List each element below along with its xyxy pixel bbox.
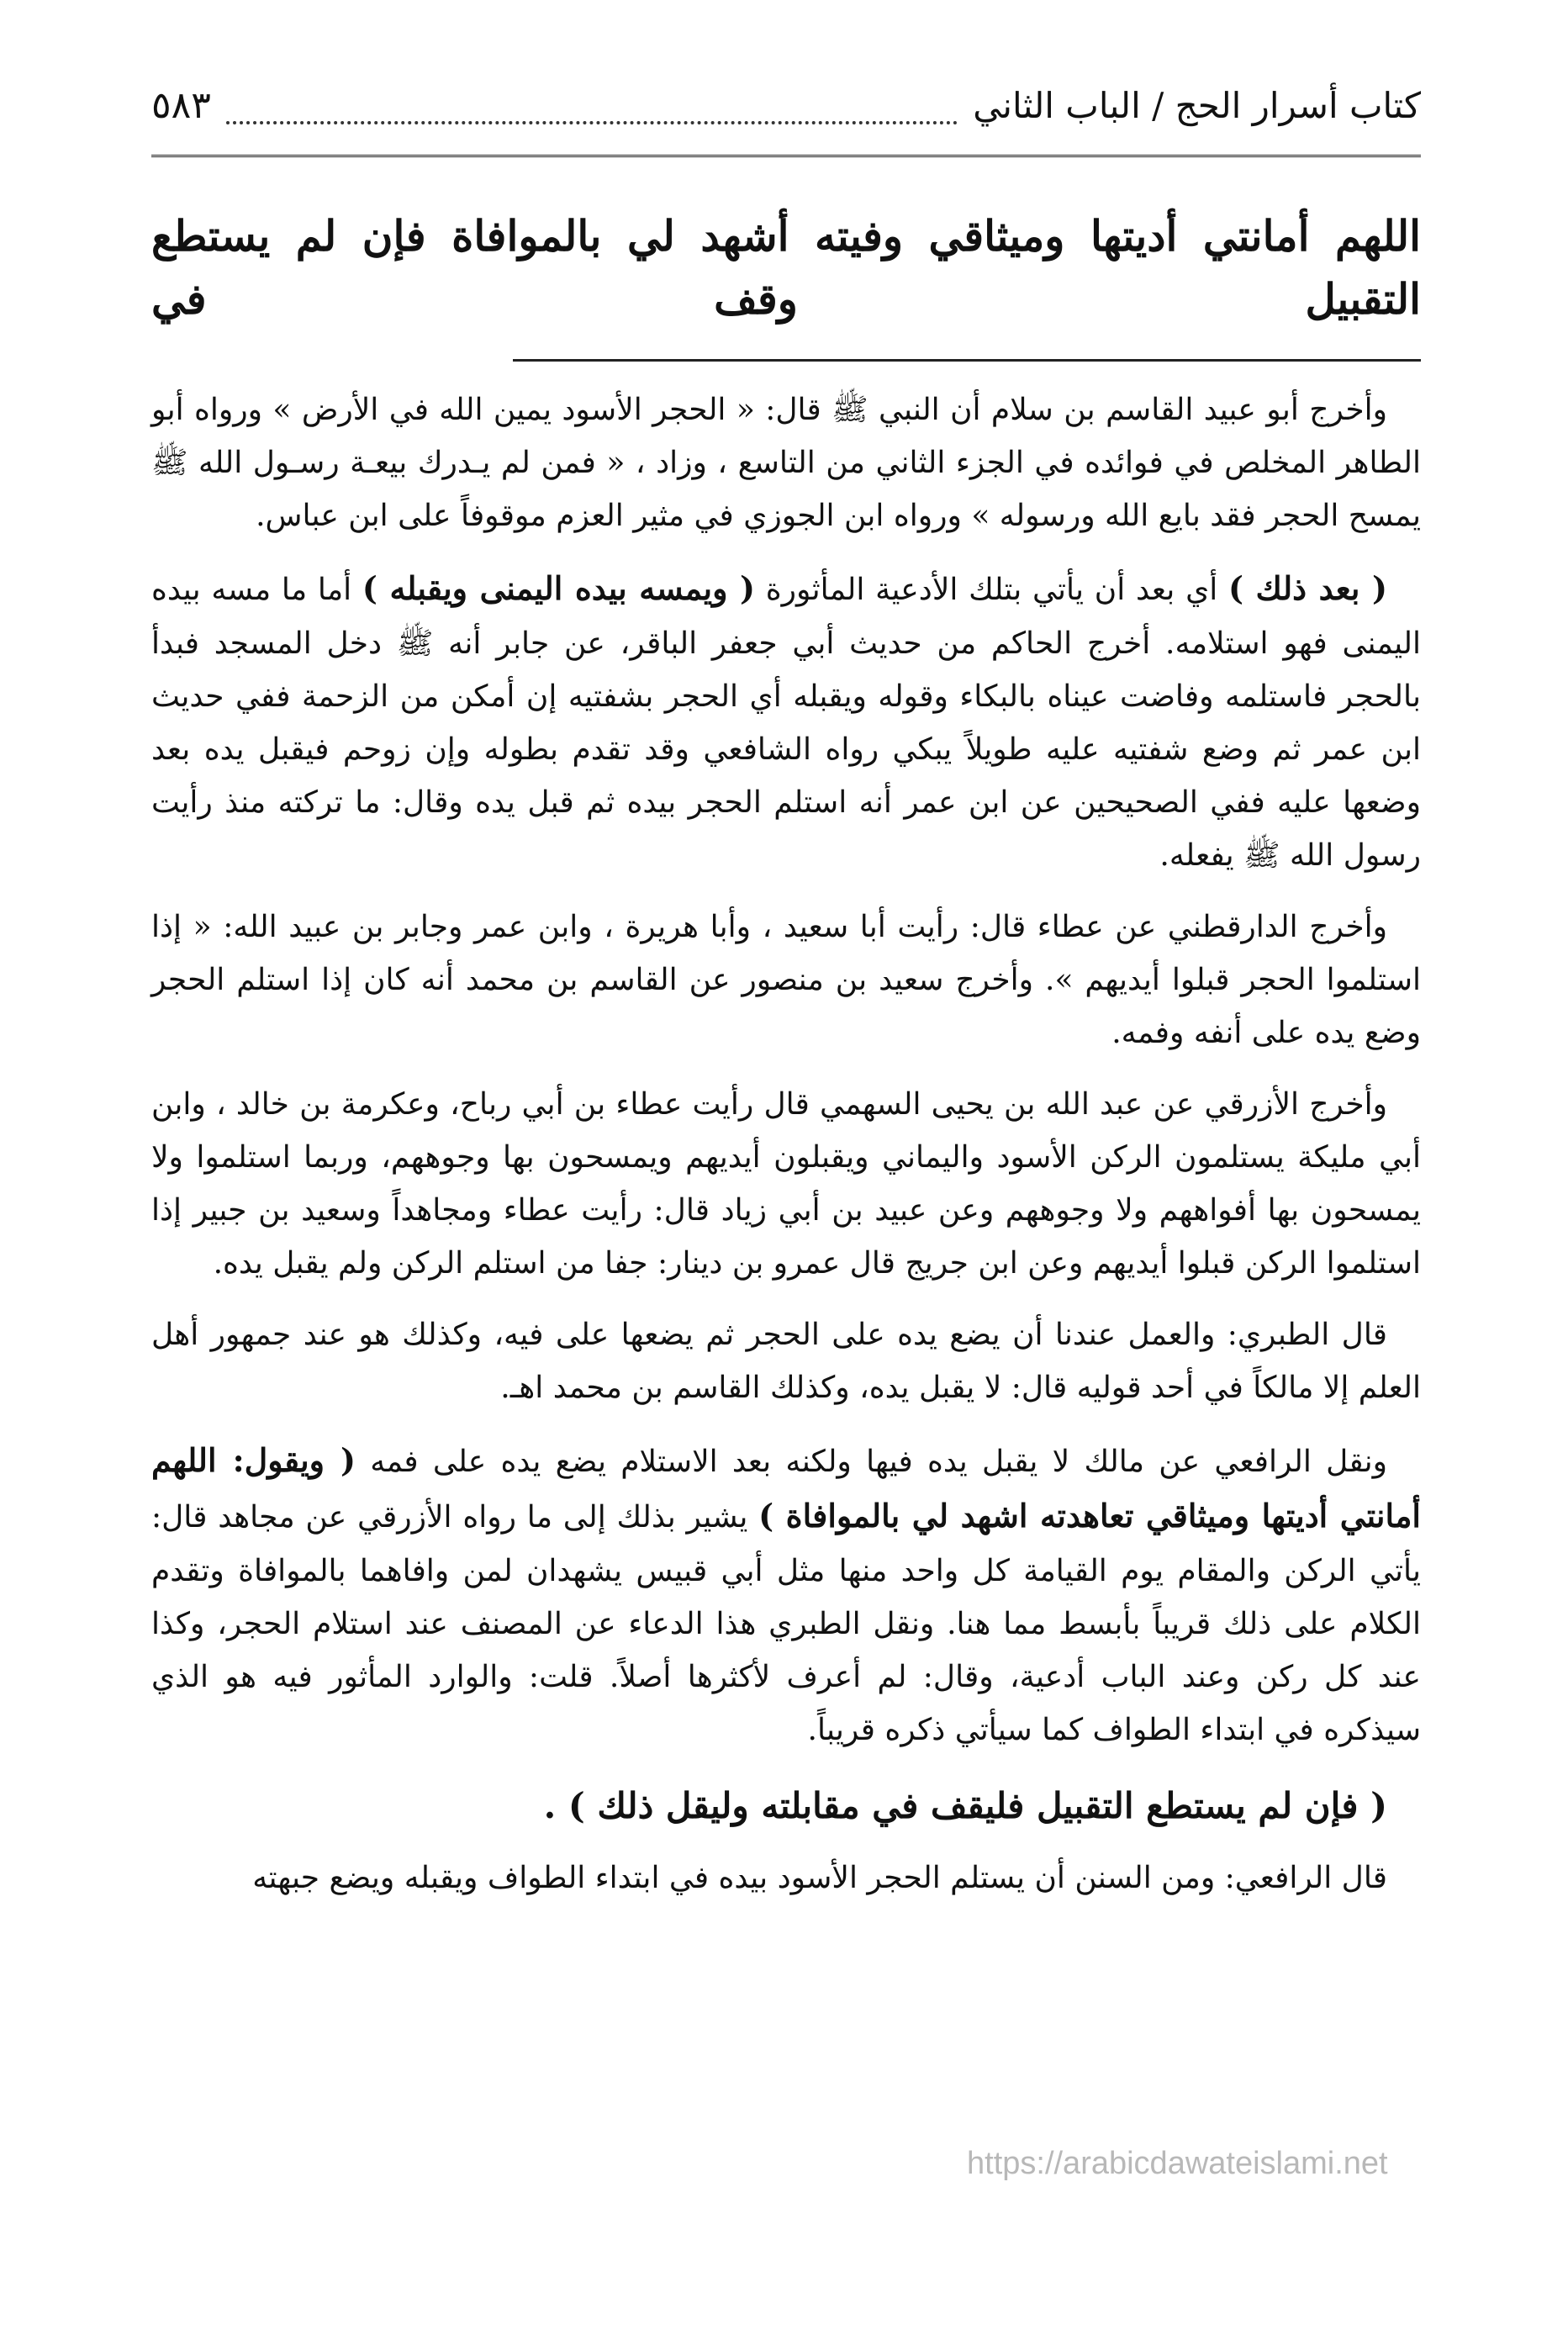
commentary-section [151, 383, 1421, 1904]
paragraph-text: أما ما مسه بيده اليمنى فهو استلامه. أخرج الحاكم من حديث أبي جعفر الباقر، عن جابر أنه ﷺ دخل المسجد فبدأ بالحجر فاستلمه وفاضت عيناه بالبكاء وقوله ويقبله أي الحجر بشفتيه إن أمكن من الزحمة ففي حديث ابن عمر ثم وضع شفتيه عليه طويلاً يبكي رواه الشافعي وقد تقدم بطوله وإن زوحم فيقبل يده بعد وضعها عليه ففي الصحيحين عن ابن عمر أنه استلم الحجر بيده ثم قبل يده وقال: ما تركته منذ رأيت رسول الله ﷺ يفعله. [151, 573, 1421, 873]
header-dot-leader [226, 103, 958, 124]
commentary-paragraph-6 [151, 1433, 1421, 1757]
header-title: كتاب أسرار الحج / الباب الثاني [973, 85, 1421, 126]
page-number: ٥٨٣ [151, 84, 211, 127]
quoted-text: ( بعد ذلك ) [1228, 569, 1388, 607]
book-page [151, 84, 1421, 1923]
main-text: اللهم أمانتي أديتها وميثاقي وفيته أشهد لي بالموافاة فإن لم يستطع التقبيل وقف في [151, 211, 1421, 324]
paragraph-text: أي بعد أن يأتي بتلك الأدعية المأثورة [755, 573, 1229, 607]
footnote-divider [513, 359, 1421, 362]
quoted-text: ( ويمسه بيده اليمنى ويقبله ) [362, 569, 755, 607]
quoted-text: ( ويقول: اللهم أمانتي أديتها وميثاقي تعاهدته اشهد لي بالموافاة ) [151, 1440, 1421, 1535]
running-header [151, 84, 1421, 157]
commentary-paragraph-4: وأخرج الأزرقي عن عبد الله بن يحيى السهمي قال رأيت عطاء بن أبي رباح، وعكرمة بن خالد ، وابن أبي مليكة يستلمون الركن الأسود واليماني ويقبلون أيديهم ويمسحون بها وجوههم، وربما استلموا ولا يمسحون بها أفواههم ولا وجوههم وعن عبيد بن أبي زياد قال: رأيت عطاء ومجاهداً وسعيد بن جبير إذا استلموا الركن قبلوا أيديهم وعن ابن جريج قال عمرو بن دينار: جفا من استلم الركن ولم يقبل يده. [151, 1086, 1422, 1281]
commentary-paragraph-2 [151, 561, 1421, 882]
commentary-paragraph-3: وأخرج الدارقطني عن عطاء قال: رأيت أبا سعيد ، وأبا هريرة ، وابن عمر وجابر بن عبيد الله: « إذا استلموا الحجر قبلوا أيديهم ». وأخرج سعيد بن منصور عن القاسم بن محمد أنه كان إذا استلم الحجر وضع يده على أنفه وفمه. [151, 909, 1421, 1050]
commentary-paragraph-5: قال الطبري: والعمل عندنا أن يضع يده على الحجر ثم يضعها على فيه، وكذلك هو عند جمهور أهل العلم إلا مالكاً في أحد قوليه قال: لا يقبل يده، وكذلك القاسم بن محمد اهـ. [151, 1317, 1421, 1405]
paragraph-text: ونقل الرافعي عن مالك لا يقبل يده فيها ولكنه بعد الاستلام يضع يده على فمه [356, 1444, 1387, 1479]
commentary-paragraph-7: قال الرافعي: ومن السنن أن يستلم الحجر الأسود بيده في ابتداء الطواف ويقبله ويضع جبهته [252, 1861, 1387, 1895]
commentary-paragraph-1: وأخرج أبو عبيد القاسم بن سلام أن النبي ﷺ قال: « الحجر الأسود يمين الله في الأرض » ورواه أبو الطاهر المخلص في فوائده في الجزء الثاني من التاسع ، وزاد ، « فمن لم يـدرك بيعـة رسـول الله ﷺ يمسح الحجر فقد بايع الله ورسوله » ورواه ابن الجوزي في مثير العزم موقوفاً على ابن عباس. [151, 393, 1421, 533]
paragraph-text: يشير بذلك إلى ما رواه الأزرقي عن مجاهد قال: يأتي الركن والمقام يوم القيامة كل واحد منها مثل أبي قبيس يشهدان لمن وافاهما بالموافاة وتقدم الكلام على ذلك قريباً بأبسط مما هنا. ونقل الطبري هذا الدعاء عن المصنف عند استلام الحجر، وكذا عند كل ركن وعند الباب أدعية، وقال: لم أعرف لأكثرها أصلاً. قلت: والوارد المأثور فيه هو الذي سيذكره في ابتداء الطواف كما سيأتي ذكره قريباً. [151, 1500, 1421, 1747]
watermark: https://arabicdawateislami.net [967, 2146, 1388, 2181]
quoted-heading: ( فإن لم يستطع التقبيل فليقف في مقابلته وليقل ذلك ) . [543, 1784, 1387, 1826]
